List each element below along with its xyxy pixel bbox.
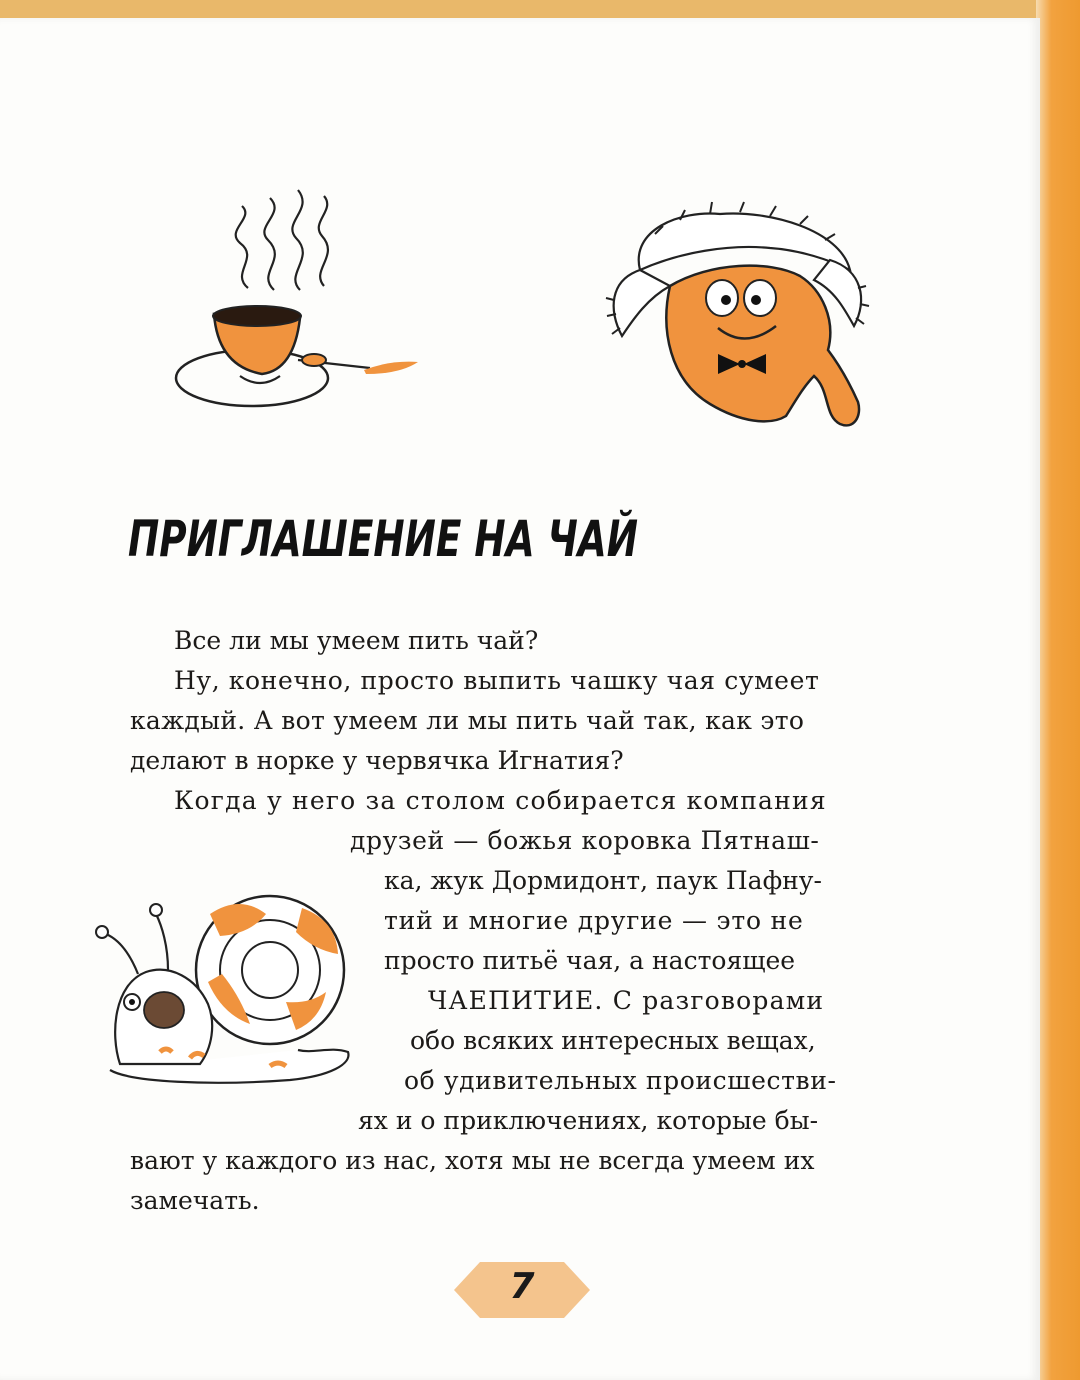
page-number-badge bbox=[454, 1260, 590, 1320]
page-title-text: ПРИГЛАШЕНИЕ НА ЧАЙ bbox=[128, 510, 811, 568]
worm-in-hat-icon bbox=[600, 190, 870, 470]
paragraph-line: Ну, конечно, просто выпить чашку чая сумеет bbox=[174, 666, 820, 695]
paragraph-line: просто питьё чая, а настоящее bbox=[384, 946, 796, 975]
paragraph-line: Все ли мы умеем пить чай? bbox=[174, 626, 539, 655]
paragraph-line: делают в норке у червячка Игнатия? bbox=[130, 746, 624, 775]
paragraph-line: ЧАЕПИТИЕ. С разговорами bbox=[428, 986, 825, 1015]
paragraph-line: ях и о приключениях, которые бы- bbox=[358, 1106, 819, 1135]
paragraph-line: вают у каждого из нас, хотя мы не всегда умеем их bbox=[130, 1146, 815, 1175]
paragraph-line: друзей — божья коровка Пятнаш- bbox=[350, 826, 820, 855]
paragraph-line: обо всяких интересных вещах, bbox=[410, 1026, 816, 1055]
paragraph-line: ка, жук Дормидонт, паук Пафну- bbox=[384, 866, 822, 895]
paragraph-line: Когда у него за столом собирается компания bbox=[174, 786, 827, 815]
paragraph-line: об удивительных происшестви- bbox=[404, 1066, 837, 1095]
book-page bbox=[0, 18, 1040, 1380]
book-edge bbox=[1036, 0, 1080, 1380]
snail-icon bbox=[90, 874, 370, 1104]
page-number: 7 bbox=[509, 1266, 535, 1307]
page-title bbox=[128, 488, 848, 588]
tea-cup-icon bbox=[170, 178, 430, 418]
paragraph-line: тий и многие другие — это не bbox=[384, 906, 804, 935]
paragraph-line: замечать. bbox=[130, 1186, 260, 1215]
paragraph-line: каждый. А вот умеем ли мы пить чай так, как это bbox=[130, 706, 805, 735]
